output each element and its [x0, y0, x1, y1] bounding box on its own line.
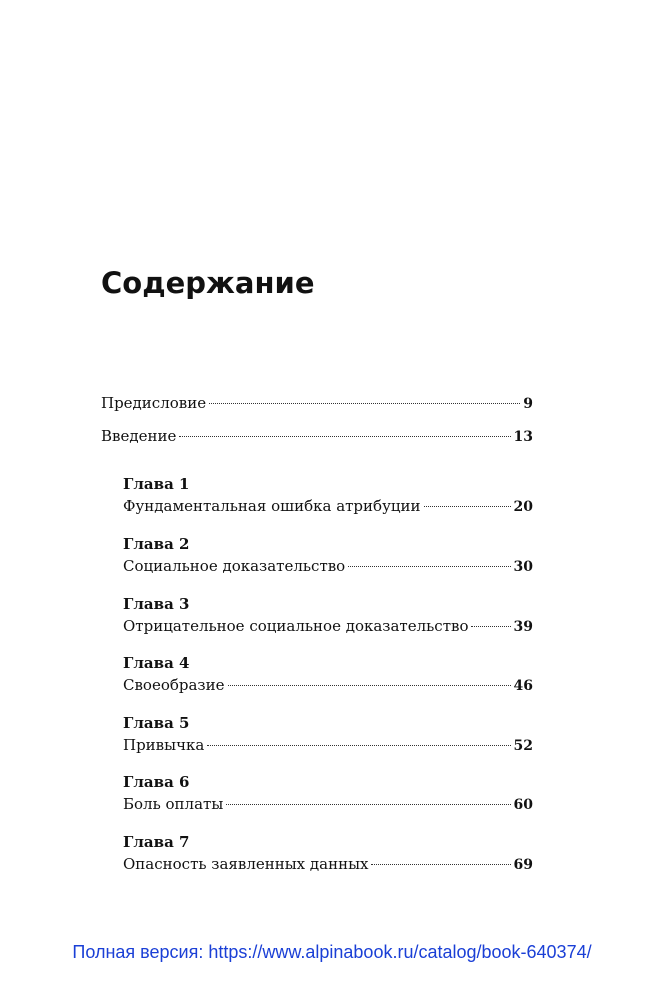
chapter-label: Глава 6: [123, 773, 190, 791]
toc-entry-chapter-2[interactable]: [123, 556, 533, 577]
chapter-label: Глава 2: [123, 535, 190, 553]
toc-entry-chapter-7[interactable]: [123, 854, 533, 875]
toc-entry-chapter-1[interactable]: [123, 496, 533, 517]
chapter-label: Глава 3: [123, 595, 190, 613]
toc-entry-chapter-3[interactable]: [123, 616, 533, 637]
dot-leader: [348, 566, 510, 567]
toc-page-number: 30: [513, 559, 533, 575]
toc-entry-title: Привычка: [123, 736, 205, 754]
toc-page-number: 9: [523, 396, 533, 412]
dot-leader: [424, 506, 511, 507]
toc-entry-title: Своеобразие: [123, 676, 225, 694]
dot-leader: [471, 626, 510, 627]
toc-entry-introduction[interactable]: [101, 426, 533, 447]
dot-leader: [207, 745, 510, 746]
chapter-label: Глава 7: [123, 833, 190, 851]
toc-page-number: 60: [513, 797, 533, 813]
toc-entry-title: Отрицательное социальное доказательство: [123, 617, 469, 635]
chapter-label: Глава 5: [123, 714, 190, 732]
chapter-label: Глава 1: [123, 475, 190, 493]
toc-page-number: 13: [513, 429, 533, 445]
toc-entry-title: Социальное доказательство: [123, 557, 346, 575]
toc-entry-chapter-6[interactable]: [123, 794, 533, 815]
toc-page-number: 46: [513, 678, 533, 694]
dot-leader: [228, 685, 511, 686]
toc-entry-title: Опасность заявленных данных: [123, 855, 369, 873]
dot-leader: [371, 864, 510, 865]
toc-entry-chapter-5[interactable]: [123, 735, 533, 756]
toc-entry-title: Предисловие: [101, 394, 207, 412]
toc-page-number: 20: [513, 499, 533, 515]
toc-page-number: 69: [513, 857, 533, 873]
toc-entry-title: Боль оплаты: [123, 795, 224, 813]
toc-entry-preface[interactable]: [101, 393, 533, 414]
dot-leader: [209, 403, 520, 404]
chapter-label: Глава 4: [123, 654, 190, 672]
toc-entry-title: Введение: [101, 427, 177, 445]
dot-leader: [226, 804, 510, 805]
toc-entry-chapter-4[interactable]: [123, 675, 533, 696]
page-title: Содержание: [101, 266, 315, 300]
toc-entry-title: Фундаментальная ошибка атрибуции: [123, 497, 421, 515]
toc-page-number: 52: [513, 738, 533, 754]
full-version-link[interactable]: Полная версия: https://www.alpinabook.ru/catalog/book-640374/: [72, 942, 592, 962]
dot-leader: [179, 436, 510, 437]
toc-page-number: 39: [513, 619, 533, 635]
